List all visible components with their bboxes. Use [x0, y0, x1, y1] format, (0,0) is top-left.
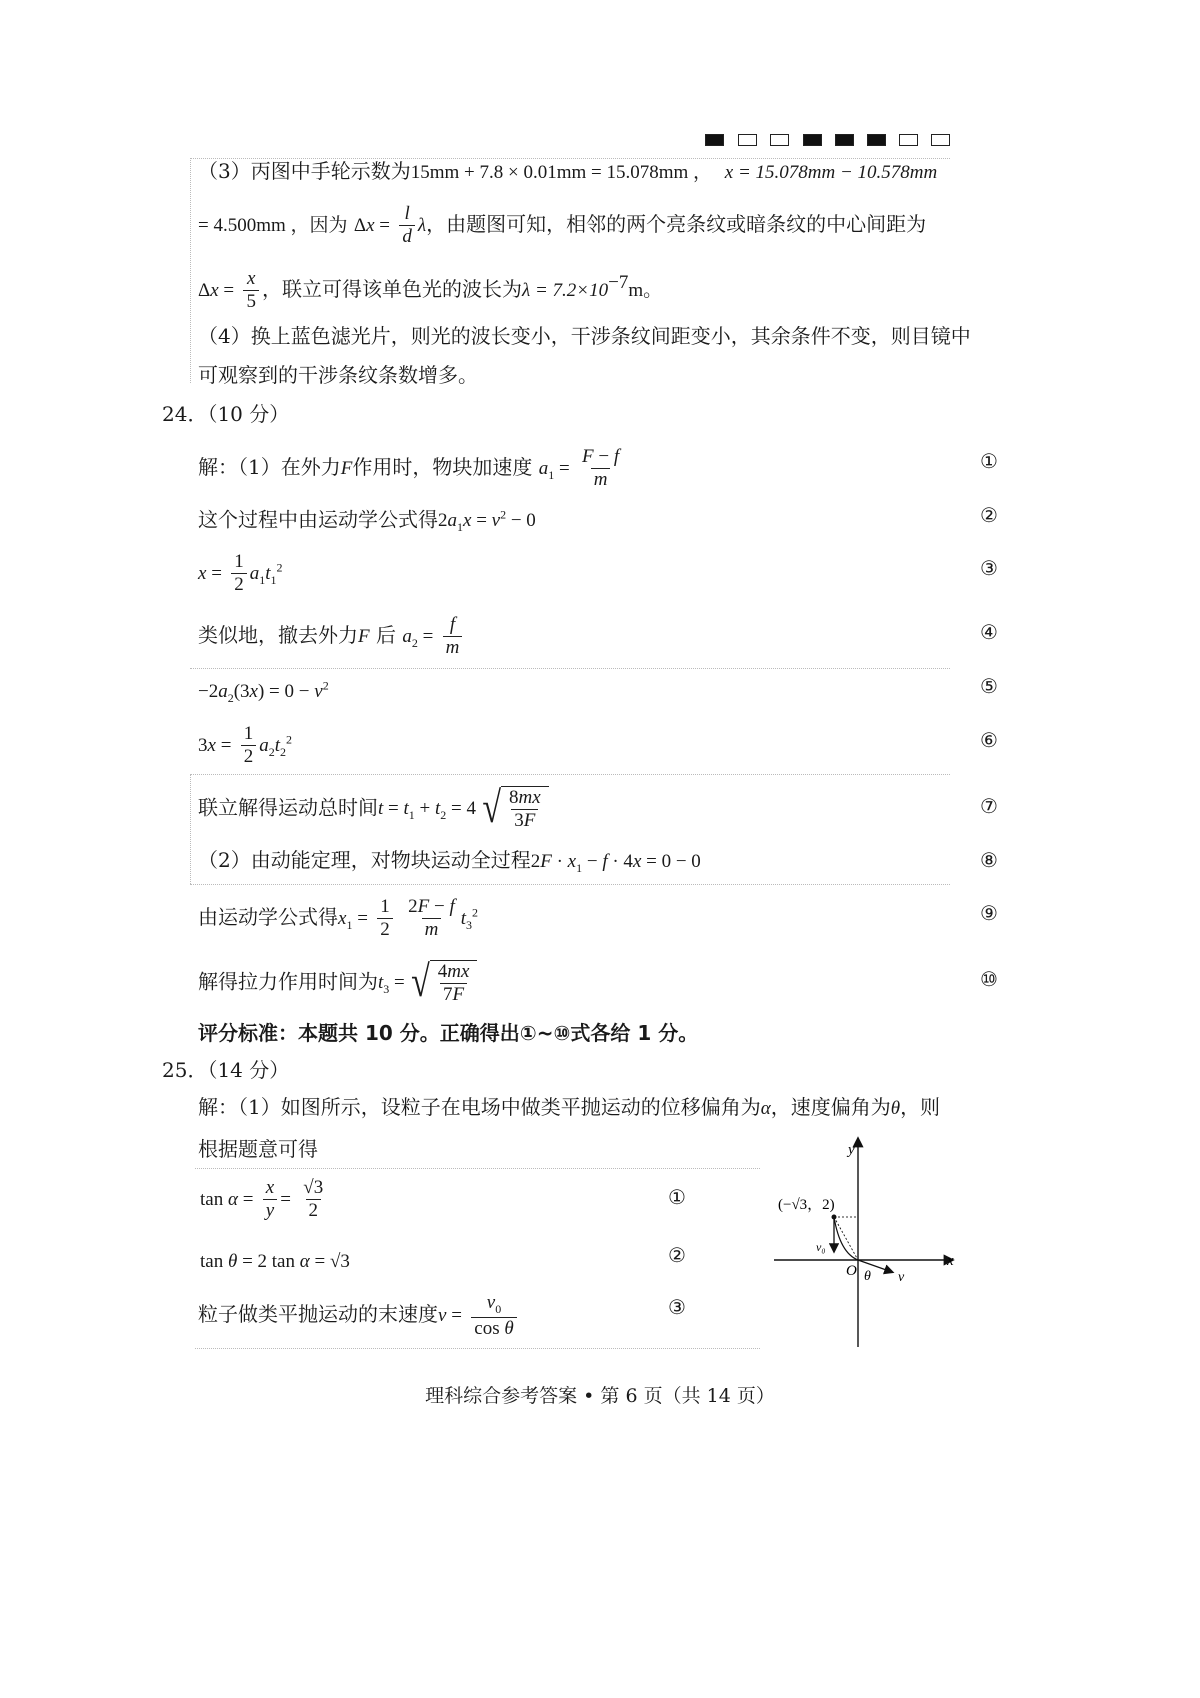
marker-square-empty	[738, 134, 757, 146]
point-label: (−√3，2)	[778, 1197, 835, 1213]
q24-eq6: 3x = $\frac{1}{2}$ $a_2t_2^2$	[198, 723, 293, 767]
theta-label: θ	[864, 1269, 871, 1284]
q24-heading: 24．（10 分）	[162, 402, 290, 426]
q25-line1: 解：（1）如图所示，设粒子在电场中做类平抛运动的位移偏角为α，速度偏角为θ，则	[198, 1095, 941, 1119]
q25-eq1: tan α = $\frac{x}{y}$ = $\frac{√3}{2}$	[200, 1177, 324, 1221]
q24-eq1: 解：（1）在外力F作用时，物块加速度 $a_1$ = $\frac{F - f}{m}$	[198, 446, 620, 490]
q23-part3-line3: Δx = $\frac{x}{5}$ ，联立可得该单色光的波长为$\lambda = 7.2\times 10^{-7}m$。	[198, 268, 663, 312]
q23-part4-line2: 可观察到的干涉条纹条数增多。	[198, 363, 478, 387]
q24-scoring: 评分标准：本题共 10 分。正确得出①~⑩式各给 1 分。	[198, 1021, 699, 1045]
origin-label: O	[846, 1263, 857, 1279]
eq-mark-5: ⑤	[980, 674, 998, 698]
eq-mark-1: ①	[980, 449, 998, 473]
marker-square-filled	[705, 134, 724, 146]
q24-eq9: 由运动学公式得$x_1$ = $\frac{1}{2}$ $\frac{2F - f}{m}$ $t_3^2$	[198, 896, 479, 940]
eq-mark-2: ②	[980, 503, 998, 527]
trajectory-figure	[770, 1135, 965, 1350]
eq-mark-7: ⑦	[980, 794, 998, 818]
y-axis-label: y	[848, 1142, 855, 1158]
eq-mark-10: ⑩	[980, 967, 998, 991]
marker-square-filled	[867, 134, 886, 146]
displacement-line	[834, 1217, 858, 1260]
marker-square-filled	[835, 134, 854, 146]
dotted-divider	[190, 774, 191, 884]
eq-mark-6: ⑥	[980, 728, 998, 752]
q24-eq8: （2）由动能定理，对物块运动全过程$2F \cdot x_1 - f \cdot 4x = 0 - 0$	[198, 848, 701, 875]
q25-eq3: 粒子做类平抛运动的末速度v = $\frac{v_0}{\text{cos θ}}$	[198, 1292, 520, 1339]
q24-eq4: 类似地，撤去外力F 后 $a_2$ = $\frac{f}{m}$	[198, 614, 465, 659]
marker-square-empty	[770, 134, 789, 146]
q25-heading: 25．（14 分）	[162, 1058, 290, 1082]
dotted-divider	[195, 1348, 760, 1349]
q23-part4-line1: （4）换上蓝色滤光片，则光的波长变小，干涉条纹间距变小，其余条件不变，则目镜中	[198, 324, 971, 348]
marker-square-empty	[931, 134, 950, 146]
eq-mark-8: ⑧	[980, 848, 998, 872]
marker-square-empty	[899, 134, 918, 146]
dotted-divider	[190, 158, 191, 383]
page-footer: 理科综合参考答案 • 第 6 页（共 14 页）	[425, 1385, 775, 1407]
eq-mark-3: ③	[980, 556, 998, 580]
dotted-divider	[190, 668, 950, 669]
q24-eq7: 联立解得运动总时间$t = t_1 + t_2 = 4$ √ $\frac{8mx}{3F}$	[198, 786, 549, 832]
q23-part3-line1: （3）丙图中手轮示数为15mm + 7.8 × 0.01mm = 15.078mm ， x = 15.078mm − 10.578mm	[198, 159, 938, 183]
x-axis-label: x	[947, 1253, 954, 1269]
v0-label: v₀	[816, 1240, 826, 1254]
dotted-divider	[195, 1168, 760, 1169]
dotted-divider	[190, 884, 950, 885]
q24-eq5: $-2a_2(3x) = 0 - v^2$	[198, 679, 329, 706]
q25-eq2: tan θ = 2 tan α = √3	[200, 1251, 350, 1272]
eq-mark-1: ①	[668, 1185, 686, 1209]
eq-mark-3: ③	[668, 1295, 686, 1319]
q24-eq2: 这个过程中由运动学公式得$2a_1x = v^2 - 0$	[198, 507, 536, 535]
q24-eq10: 解得拉力作用时间为$t_3$ = √ $\frac{4mx}{7F}$	[198, 960, 477, 1006]
eq-mark-9: ⑨	[980, 901, 998, 925]
eq-mark-2: ②	[668, 1243, 686, 1267]
q25-line2: 根据题意可得	[198, 1137, 318, 1161]
marker-square-filled	[803, 134, 822, 146]
eq-mark-4: ④	[980, 620, 998, 644]
dotted-divider	[190, 774, 950, 775]
q23-part3-line2: = 4.500mm ，因为 Δx = $\frac{l}{d}$ λ，由题图可知，相邻的两个亮条纹或暗条纹的中心间距为	[198, 203, 927, 247]
q24-eq3: x = $\frac{1}{2}$ $a_1t_1^2$	[198, 551, 283, 595]
v-label: v	[898, 1270, 905, 1285]
